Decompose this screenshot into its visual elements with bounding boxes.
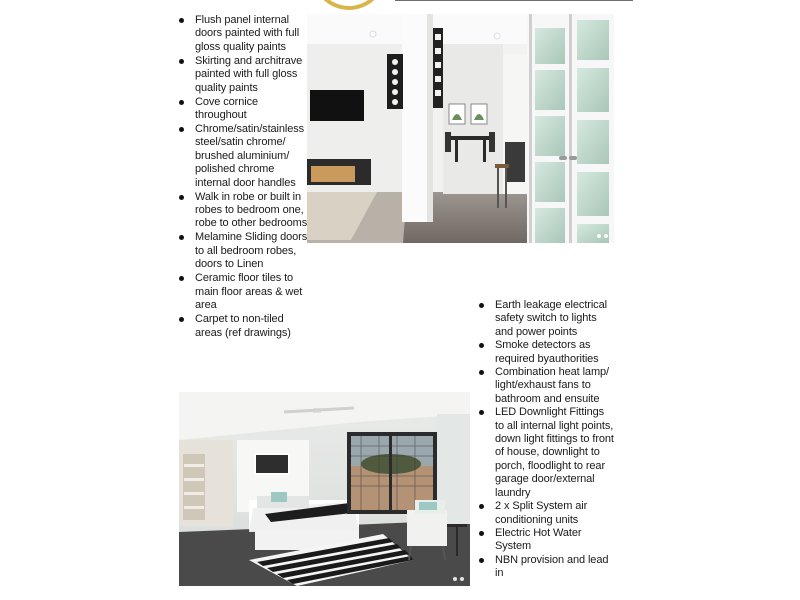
feature-item: 2 x Split System air conditioning units	[475, 500, 615, 527]
feature-item: Earth leakage electrical safety switch to lights and power points	[475, 299, 615, 339]
carousel-dots	[453, 577, 464, 581]
feature-item: Melamine Sliding doors to all bedroom robes, doors to Linen	[175, 231, 311, 271]
feature-item: Cove cornice throughout	[175, 96, 311, 123]
feature-item: Walk in robe or built in robes to bedroom one, robe to other bedrooms	[175, 191, 311, 231]
feature-item: LED Downlight Fittings to all internal light points, down light fittings to front of house, downlight to porch, floodlight to rear garage door/external laundry	[475, 406, 615, 500]
feature-item: Skirting and architrave painted with full gloss quality paints	[175, 55, 311, 95]
feature-item: Carpet to non-tiled areas (ref drawings)	[175, 313, 311, 340]
bedroom-photo	[179, 392, 470, 586]
feature-item: Electric Hot Water System	[475, 527, 615, 554]
features-list-right	[475, 299, 615, 581]
feature-item: Chrome/satin/stainless steel/satin chrome/ brushed aluminium/ polished chrome internal door handles	[175, 123, 311, 190]
feature-item: Flush panel internal doors painted with full gloss quality paints	[175, 14, 311, 54]
feature-item: Combination heat lamp/ light/exhaust fans to bathroom and ensuite	[475, 366, 615, 406]
living-room-photo	[307, 14, 614, 243]
features-list-left	[175, 14, 311, 341]
feature-item: Smoke detectors as required byauthorities	[475, 339, 615, 366]
carousel-dots	[597, 234, 608, 238]
feature-item: NBN provision and lead in	[475, 554, 615, 581]
logo-arc-fragment	[312, 0, 386, 10]
feature-item: Ceramic floor tiles to main floor areas & wet area	[175, 272, 311, 312]
top-divider	[395, 0, 633, 1]
